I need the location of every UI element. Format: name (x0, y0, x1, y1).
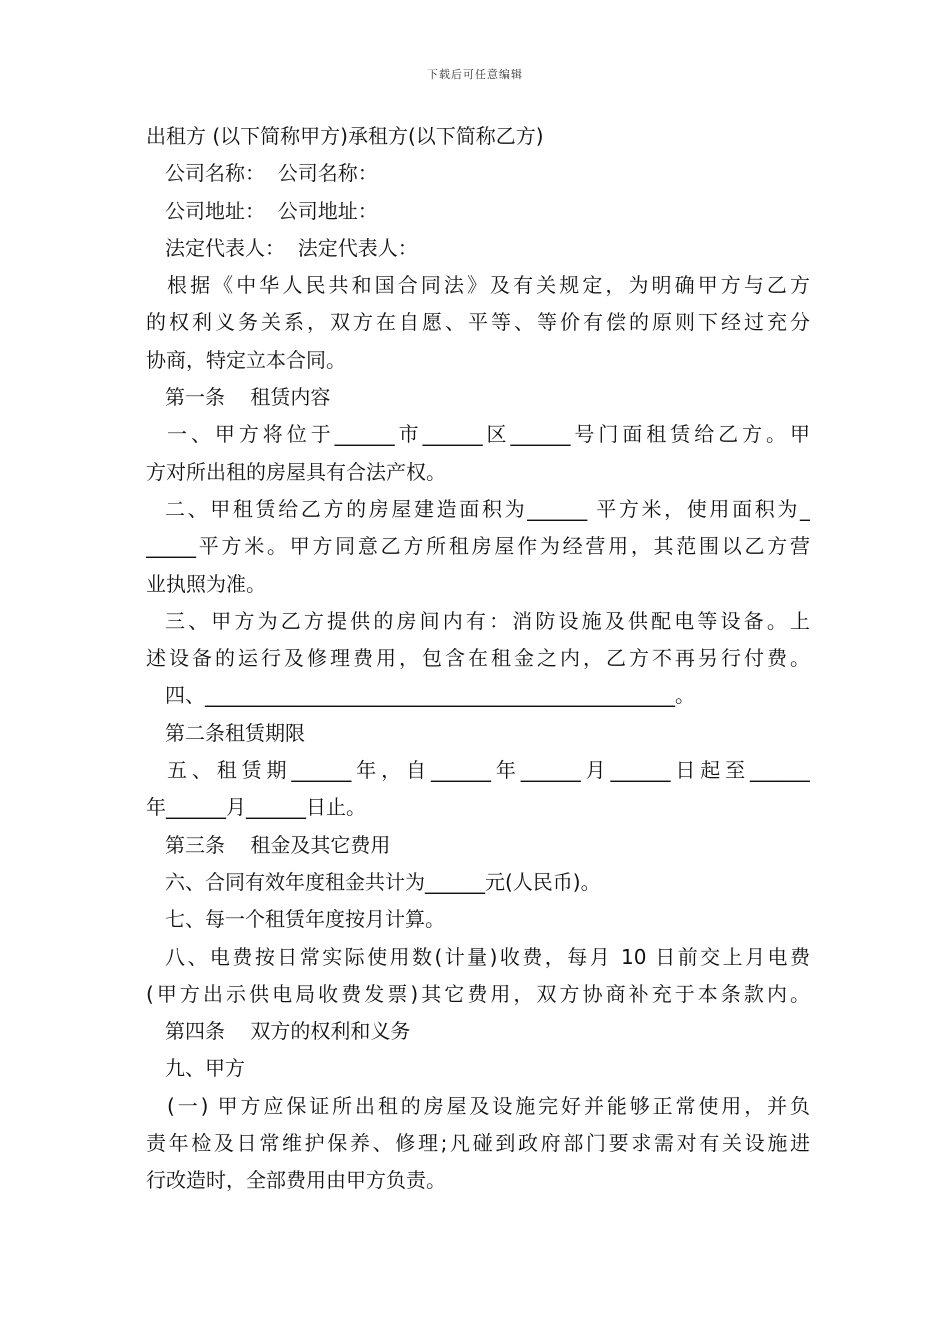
clause-2-line-1: 二、甲租赁给乙方的房屋建造面积为______ 平方米，使用面积为_ (165, 496, 810, 521)
preamble-line-3: 协商，特定立本合同。 (146, 347, 346, 372)
article-3-heading: 第三条 租金及其它费用 (165, 832, 391, 857)
company-name-line: 公司名称： 公司名称： (165, 161, 378, 186)
clause-2-line-2: _____平方米。甲方同意乙方所租房屋作为经营用，其范围以乙方营 (146, 534, 810, 559)
preamble-line-2: 的权利义务关系，双方在自愿、平等、等价有偿的原则下经过充分 (146, 310, 810, 335)
clause-5-line-2: 年______月______日止。 (146, 795, 366, 820)
page-header-note: 下载后可任意编辑 (427, 68, 523, 81)
clause-1-line-1: 一、甲方将位于______市______区______号门面租赁给乙方。甲 (167, 422, 810, 447)
clause-2-line-3: 业执照为准。 (146, 571, 266, 596)
clause-5-line-1: 五、租赁期______年，自______年______月______日起至______ (167, 758, 810, 783)
clause-7-line: 七、每一个租赁年度按月计算。 (165, 907, 445, 932)
article-1-heading: 第一条 租赁内容 (165, 385, 331, 410)
article-2-heading: 第二条租赁期限 (165, 720, 305, 745)
preamble-line-1: 根据《中华人民共和国合同法》及有关规定，为明确甲方与乙方 (167, 273, 810, 298)
clause-4-line: 四、_______________________________________________。 (165, 683, 695, 708)
clause-3-line-1: 三、甲方为乙方提供的房间内有：消防设施及供配电等设备。上 (165, 608, 810, 633)
company-address-line: 公司地址： 公司地址： (165, 198, 378, 223)
clause-9-1-line-3: 行改造时，全部费用由甲方负责。 (146, 1168, 446, 1193)
article-4-heading: 第四条 双方的权利和义务 (165, 1019, 411, 1044)
parties-line: 出租方 (以下简称甲方)承租方(以下简称乙方) (146, 124, 544, 148)
clause-1-line-2: 方对所出租的房屋具有合法产权。 (146, 459, 446, 484)
contract-body (146, 118, 810, 1200)
clause-9-1-line-2: 责年检及日常维护保养、修理;凡碰到政府部门要求需对有关设施进 (146, 1131, 810, 1156)
legal-representative-line: 法定代表人： 法定代表人： (165, 235, 418, 260)
clause-9-1-line-1: (一) 甲方应保证所出租的房屋及设施完好并能够正常使用，并负 (167, 1093, 810, 1118)
clause-9-heading: 九、甲方 (165, 1056, 245, 1081)
clause-8-line-2: (甲方出示供电局收费发票)其它费用，双方协商补充于本条款内。 (146, 981, 810, 1006)
clause-6-line: 六、合同有效年度租金共计为______元(人民币)。 (165, 869, 601, 894)
clause-8-line-1: 八、电费按日常实际使用数(计量)收费，每月 10 日前交上月电费 (165, 944, 810, 969)
clause-3-line-2: 述设备的运行及修理费用，包含在租金之内，乙方不再另行付费。 (146, 646, 810, 671)
